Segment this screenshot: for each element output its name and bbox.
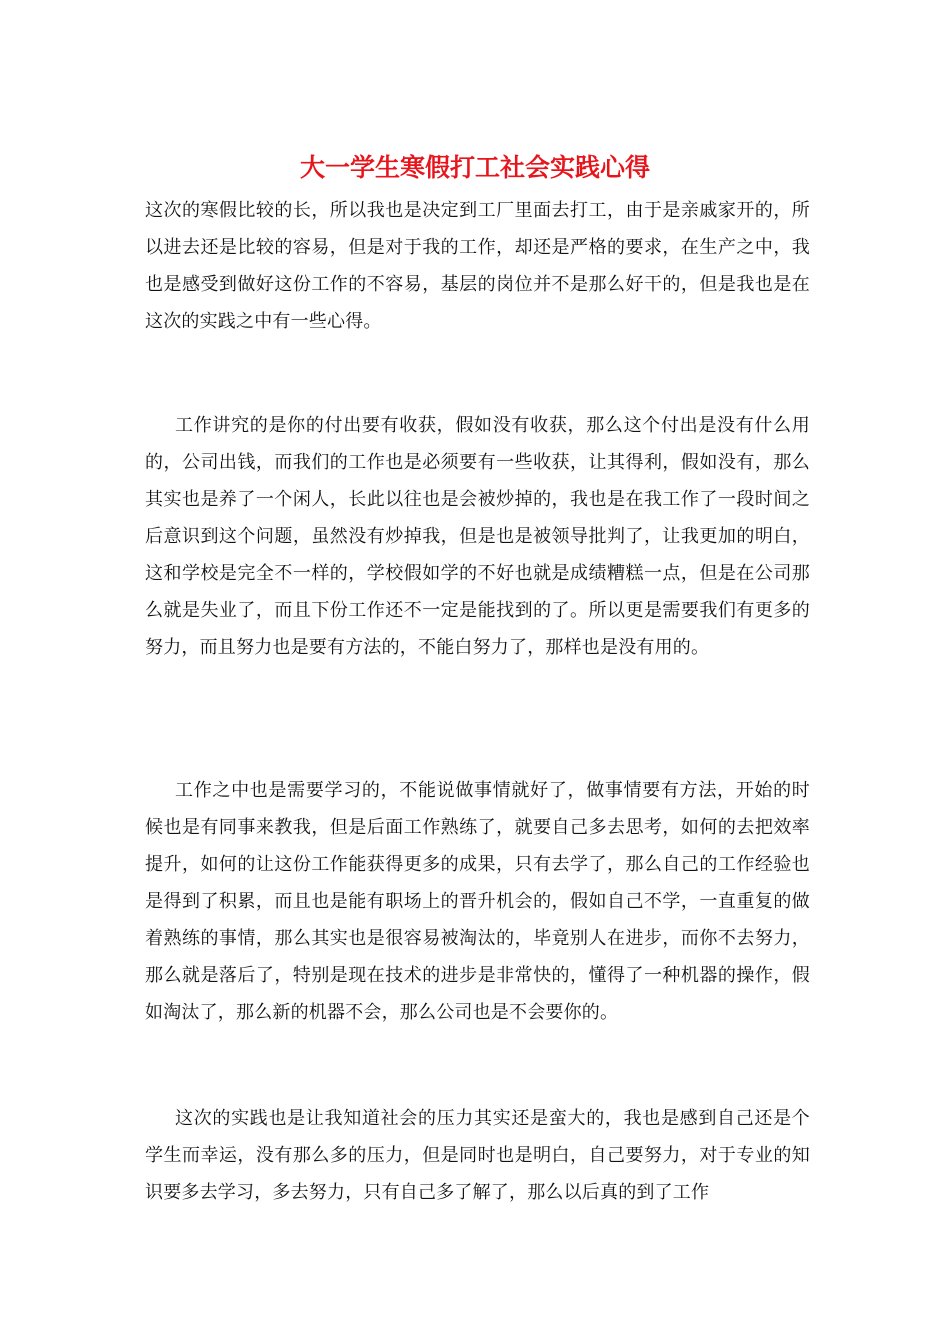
document-title: 大一学生寒假打工社会实践心得	[299, 153, 650, 182]
paragraph-2: 工作讲究的是你的付出要有收获，假如没有收获，那么这个付出是没有什么用的，公司出钱，而我们的工作也是必须要有一些收获，让其得利，假如没有，那么其实也是养了一个闲人，长此以往也是会被炒掉的，我也是在我工作了一段时间之后意识到这个问题，虽然没有炒掉我，但是也是被领导批判了，让我更加的明白，这和学校是完全不一样的，学校假如学的不好也就是成绩糟糕一点，但是在公司那么就是失业了，而且下份工作还不一定是能找到的了。所以更是需要我们有更多的努力，而且努力也是要有方法的，不能白努力了，那样也是没有用的。	[145, 415, 810, 658]
paragraph-1: 这次的寒假比较的长，所以我也是决定到工厂里面去打工，由于是亲戚家开的，所以进去还是比较的容易，但是对于我的工作，却还是严格的要求，在生产之中，我也是感受到做好这份工作的不容易，基层的岗位并不是那么好干的，但是我也是在这次的实践之中有一些心得。	[145, 200, 810, 332]
paragraph-3: 工作之中也是需要学习的，不能说做事情就好了，做事情要有方法，开始的时候也是有同事来教我，但是后面工作熟练了，就要自己多去思考，如何的去把效率提升，如何的让这份工作能获得更多的成果，只有去学了，那么自己的工作经验也是得到了积累，而且也是能有职场上的晋升机会的，假如自己不学，一直重复的做着熟练的事情，那么其实也是很容易被淘汰的，毕竟别人在进步，而你不去努力，那么就是落后了，特别是现在技术的进步是非常快的，懂得了一种机器的操作，假如淘汰了，那么新的机器不会，那么公司也是不会要你的。	[145, 780, 810, 1023]
paragraph-4: 这次的实践也是让我知道社会的压力其实还是蛮大的，我也是感到自己还是个学生而幸运，没有那么多的压力，但是同时也是明白，自己要努力，对于专业的知识要多去学习，多去努力，只有自己多了解了，那么以后真的到了工作	[145, 1108, 810, 1203]
